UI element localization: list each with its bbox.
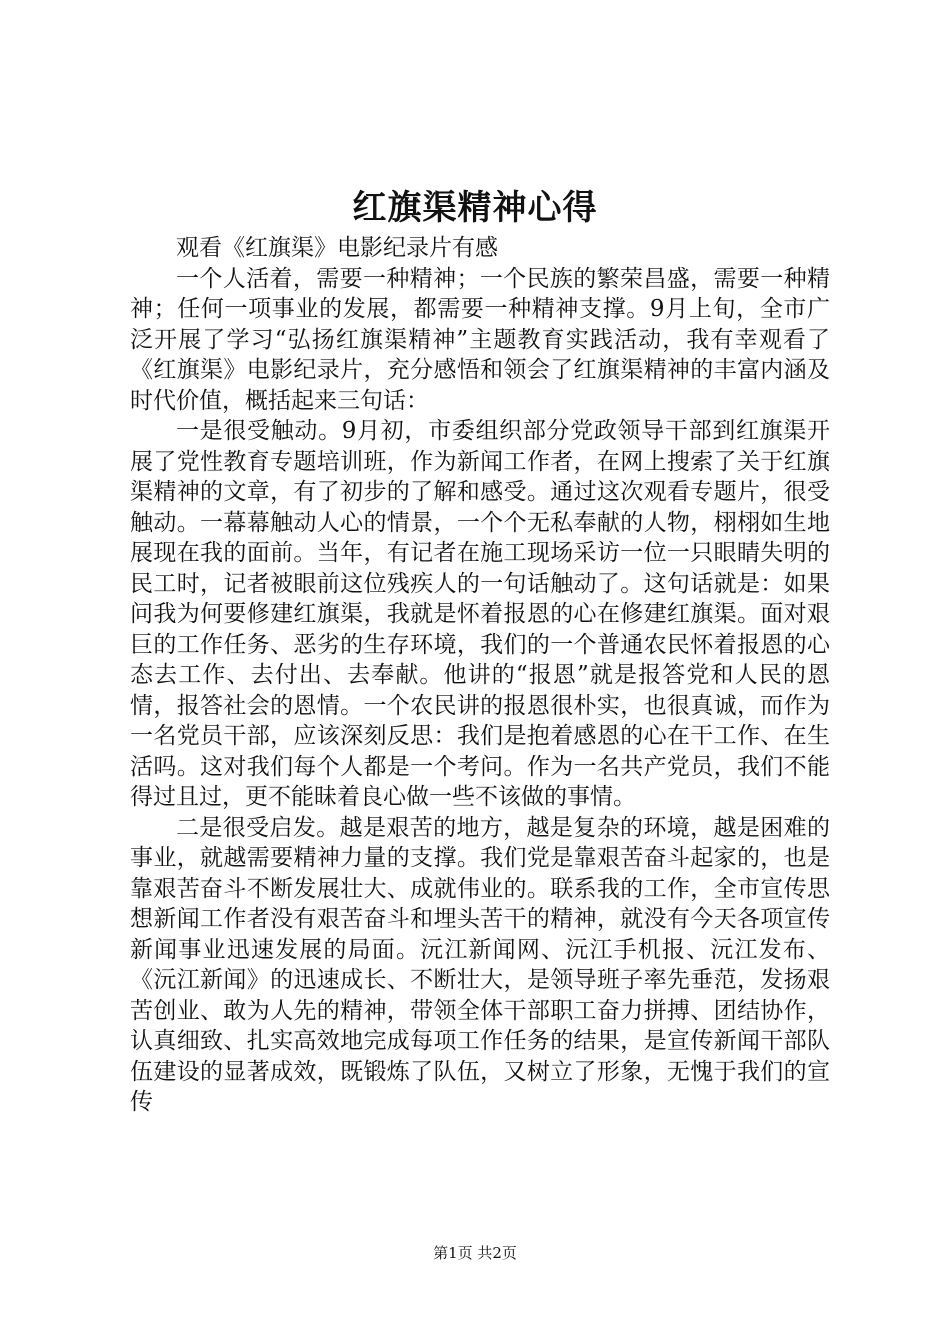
page-number-footer: 第1页 共2页 bbox=[433, 1244, 517, 1262]
document-body bbox=[130, 233, 830, 1118]
paragraph-point-two: 二是很受启发。越是艰苦的地方，越是复杂的环境，越是困难的事业，就越需要精神力量的支撑。我们党是靠艰苦奋斗起家的，也是靠艰苦奋斗不断发展壮大、成就伟业的。联系我的工作，全市宣传思想新闻工作者没有艰苦奋斗和埋头苦干的精神，就没有今天各项宣传新闻事业迅速发展的局面。沅江新闻网、沅江手机报、沅江发布、《沅江新闻》的迅速成长、不断壮大，是领导班子率先垂范，发扬艰苦创业、敢为人先的精神，带领全体干部职工奋力拼搏、团结协作，认真细致、扎实高效地完成每项工作任务的结果，是宣传新闻干部队伍建设的显著成效，既锻炼了队伍，又树立了形象，无愧于我们的宣传 bbox=[130, 814, 830, 1115]
paragraph-subtitle: 观看《红旗渠》电影纪录片有感 bbox=[176, 235, 498, 261]
document-title: 红旗渠精神心得 bbox=[352, 188, 598, 228]
paragraph-point-one: 一是很受触动。9月初，市委组织部分党政领导干部到红旗渠开展了党性教育专题培训班，作为新闻工作者，在网上搜索了关于红旗渠精神的文章，有了初步的了解和感受。通过这次观看专题片，很受触动。一幕幕触动人心的情景，一个个无私奉献的人物，栩栩如生地展现在我的面前。当年，有记者在施工现场采访一位一只眼睛失明的民工时，记者被眼前这位残疾人的一句话触动了。这句话就是：如果问我为何要修建红旗渠，我就是怀着报恩的心在修建红旗渠。面对艰巨的工作任务、恶劣的生存环境，我们的一个普通农民怀着报恩的心态去工作、去付出、去奉献。他讲的“报恩”就是报答党和人民的恩情，报答社会的恩情。一个农民讲的报恩很朴实，也很真诚，而作为一名党员干部，应该深刻反思：我们是抱着感恩的心在干工作、在生活吗。这对我们每个人都是一个考问。作为一名共产党员，我们不能得过且过，更不能昧着良心做一些不该做的事情。 bbox=[130, 418, 830, 810]
paragraph-intro: 一个人活着，需要一种精神；一个民族的繁荣昌盛，需要一种精神；任何一项事业的发展，都需要一种精神支撑。9月上旬，全市广泛开展了学习“弘扬红旗渠精神”主题教育实践活动，我有幸观看了《红旗渠》电影纪录片，充分感悟和领会了红旗渠精神的丰富内涵及时代价值，概括起来三句话： bbox=[130, 265, 830, 414]
